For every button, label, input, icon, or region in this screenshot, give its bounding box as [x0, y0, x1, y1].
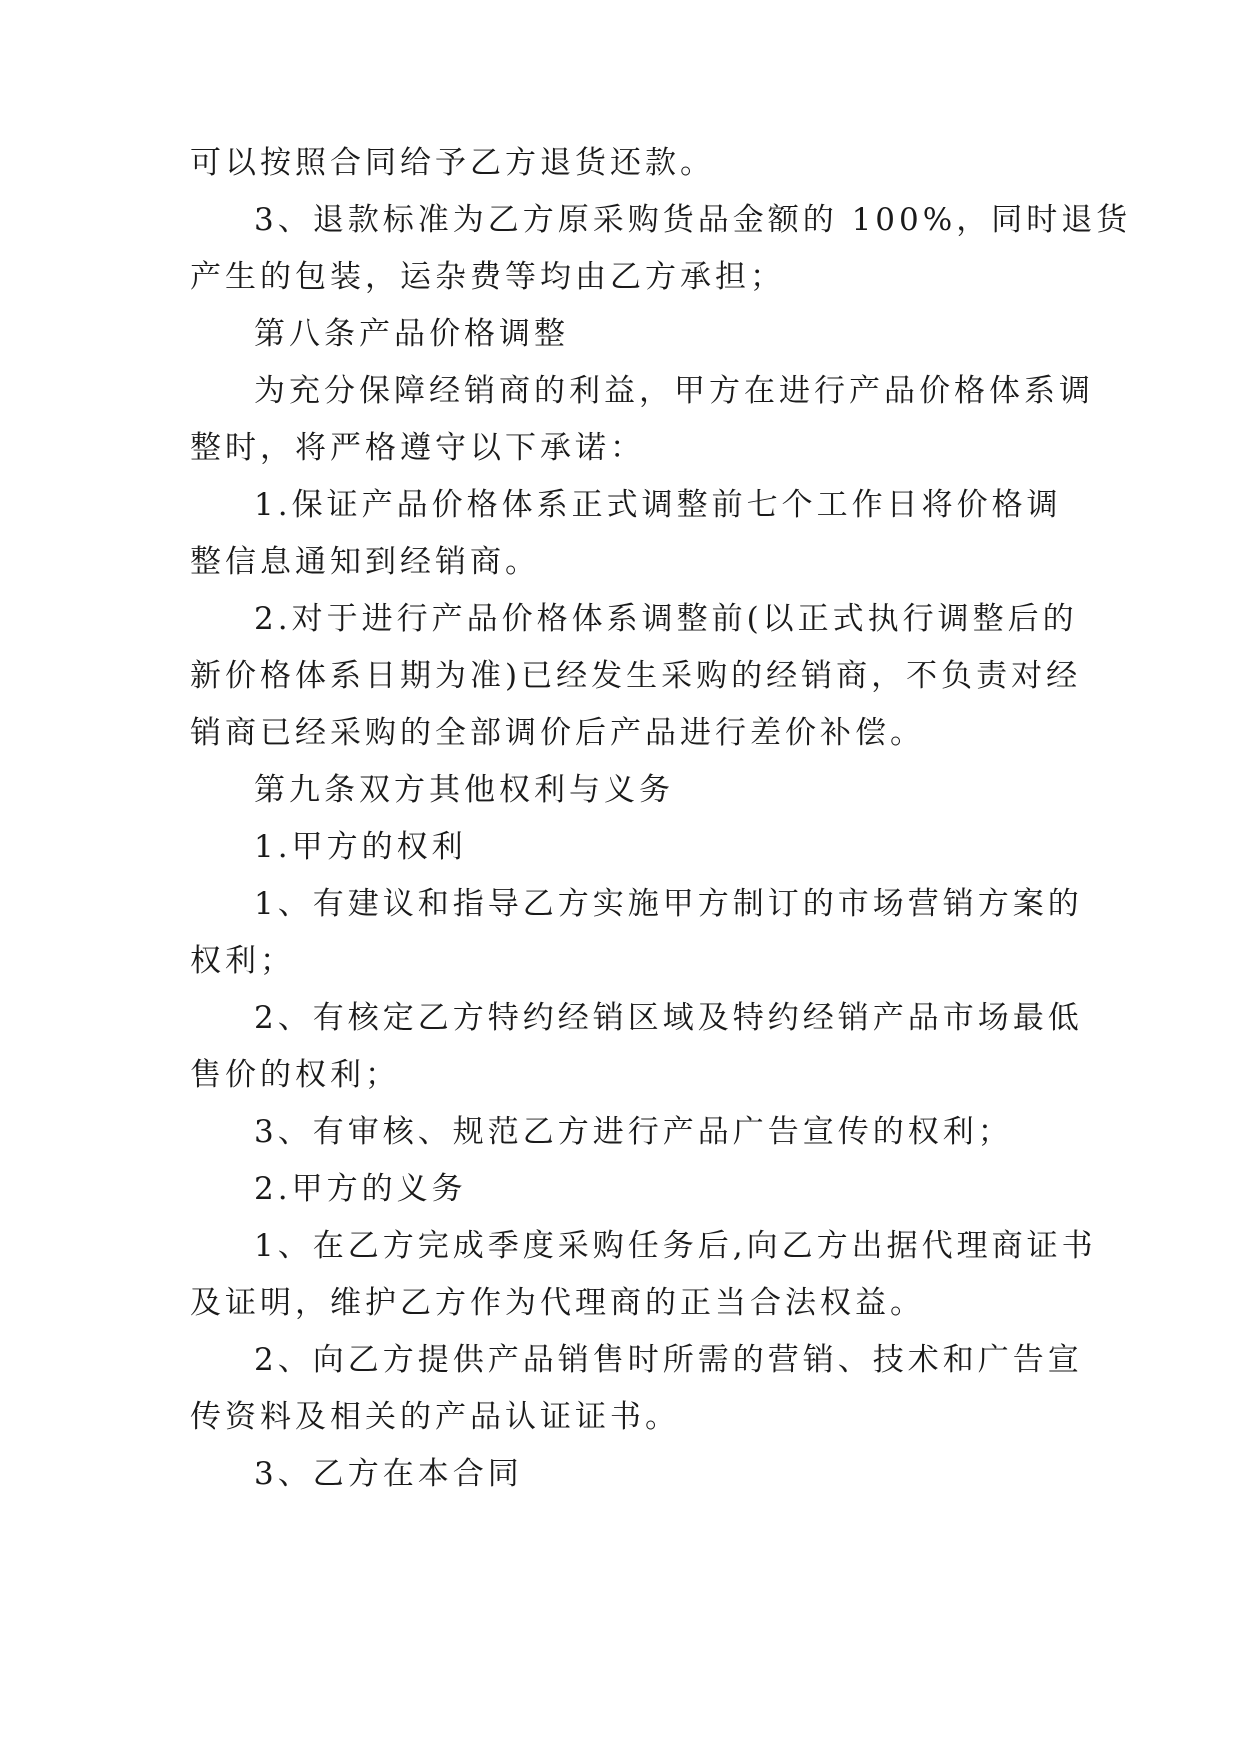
text-line: 为充分保障经销商的利益，甲方在进行产品价格体系调 — [254, 373, 1094, 409]
text-line: 3、乙方在本合同 — [254, 1456, 523, 1492]
section-heading: 第九条双方其他权利与义务 — [254, 772, 674, 808]
text-line: 可以按照合同给予乙方退货还款。 — [190, 145, 715, 181]
text-line: 售价的权利； — [190, 1057, 400, 1093]
text-line: 2.对于进行产品价格体系调整前(以正式执行调整后的 — [254, 601, 1078, 637]
subsection-heading: 2.甲方的义务 — [254, 1171, 467, 1207]
text-line: 整信息通知到经销商。 — [190, 544, 540, 580]
text-line: 3、退款标准为乙方原采购货品金额的 100%，同时退货 — [254, 202, 1132, 238]
text-line: 传资料及相关的产品认证证书。 — [190, 1399, 680, 1435]
text-line: 1.保证产品价格体系正式调整前七个工作日将价格调 — [254, 487, 1062, 523]
text-line: 产生的包装，运杂费等均由乙方承担； — [190, 259, 785, 295]
subsection-heading: 1.甲方的权利 — [254, 829, 467, 865]
text-line: 销商已经采购的全部调价后产品进行差价补偿。 — [190, 715, 925, 751]
text-line: 1、在乙方完成季度采购任务后,向乙方出据代理商证书 — [254, 1228, 1097, 1264]
text-line: 及证明，维护乙方作为代理商的正当合法权益。 — [190, 1285, 925, 1321]
text-line: 2、向乙方提供产品销售时所需的营销、技术和广告宣 — [254, 1342, 1083, 1378]
text-line: 权利； — [190, 943, 295, 979]
text-line: 2、有核定乙方特约经销区域及特约经销产品市场最低 — [254, 1000, 1083, 1036]
section-heading: 第八条产品价格调整 — [254, 316, 569, 352]
text-line: 整时，将严格遵守以下承诺： — [190, 430, 645, 466]
text-line: 1、有建议和指导乙方实施甲方制订的市场营销方案的 — [254, 886, 1083, 922]
text-line: 新价格体系日期为准)已经发生采购的经销商，不负责对经 — [190, 658, 1082, 694]
text-line: 3、有审核、规范乙方进行产品广告宣传的权利； — [254, 1114, 1013, 1150]
